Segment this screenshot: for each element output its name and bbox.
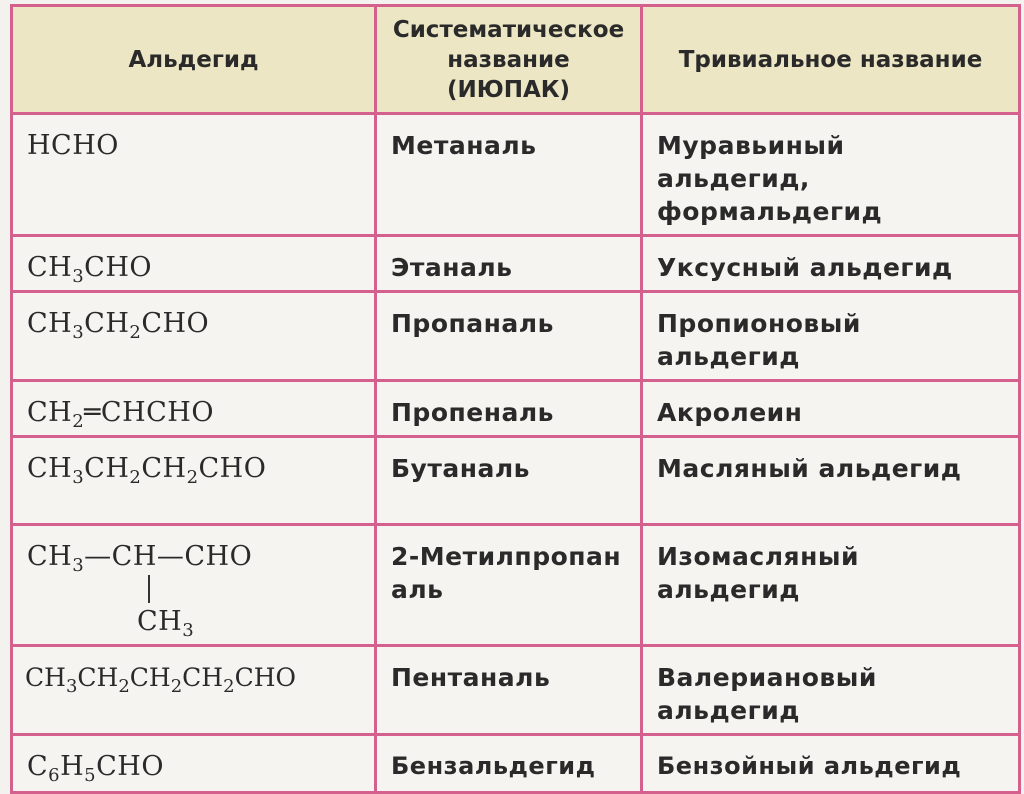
formula-hcho: HCHO — [27, 130, 119, 161]
formula-cell — [12, 236, 376, 292]
trivial-cell — [642, 646, 1020, 735]
trivial-name: Изомасляный альдегид — [657, 542, 860, 604]
formula-cell — [12, 381, 376, 437]
header-systematic-name — [376, 6, 642, 114]
aldehyde-names-table — [10, 4, 1021, 794]
systematic-cell — [376, 437, 642, 525]
systematic-name: Бутаналь — [391, 454, 530, 483]
systematic-cell — [376, 735, 642, 793]
trivial-name: Пропионовый альдегид — [657, 309, 861, 371]
table-row — [12, 114, 1020, 236]
formula-cell — [12, 525, 376, 646]
formula-cell — [12, 646, 376, 735]
trivial-cell — [642, 236, 1020, 292]
systematic-name: Этаналь — [391, 253, 513, 282]
table-row — [12, 525, 1020, 646]
formula-pentanal: $CH_3CH_2CH_2CH_2CHO$ — [25, 663, 296, 697]
trivial-cell — [642, 735, 1020, 793]
formula-main-chain: $CH_3—CH—CHO$ — [27, 541, 253, 576]
systematic-cell — [376, 292, 642, 381]
header-aldehyde-label: Альдегид — [128, 46, 259, 73]
table-header-row — [12, 6, 1020, 114]
trivial-cell — [642, 525, 1020, 646]
systematic-cell — [376, 646, 642, 735]
systematic-name: Пропеналь — [391, 398, 554, 427]
table-row — [12, 236, 1020, 292]
header-systematic-label: Систематическое название (ИЮПАК) — [392, 16, 625, 103]
table-row — [12, 735, 1020, 793]
table-row — [12, 381, 1020, 437]
formula-ch2-chcho: $CH_2═CHCHO$ — [27, 397, 214, 432]
trivial-cell — [642, 292, 1020, 381]
trivial-name: Бензойный альдегид — [657, 752, 962, 780]
header-trivial-name — [642, 6, 1020, 114]
systematic-name: Пентаналь — [391, 663, 551, 692]
trivial-name: Акролеин — [657, 398, 803, 427]
table-row — [12, 437, 1020, 525]
formula-benzaldehyde: $C_6H_5CHO$ — [27, 751, 164, 786]
formula-ch3cho: $CH_3CHO$ — [27, 252, 153, 287]
systematic-name: Пропаналь — [391, 309, 554, 338]
trivial-cell — [642, 114, 1020, 236]
trivial-name: Масляный альдегид — [657, 454, 962, 483]
trivial-name: Муравьиный альдегид, формальдегид — [657, 131, 883, 226]
formula-cell — [12, 735, 376, 793]
formula-cell — [12, 437, 376, 525]
table-row — [12, 292, 1020, 381]
systematic-cell — [376, 114, 642, 236]
table-row — [12, 646, 1020, 735]
systematic-cell — [376, 381, 642, 437]
header-aldehyde — [12, 6, 376, 114]
formula-ch3ch2ch2cho: $CH_3CH_2CH_2CHO$ — [27, 453, 267, 488]
formula-isobutanal — [13, 526, 374, 644]
systematic-cell — [376, 236, 642, 292]
formula-ch3ch2cho: $CH_3CH_2CHO$ — [27, 308, 210, 343]
formula-branch-ch3: $CH_3$ — [137, 606, 195, 641]
formula-cell — [12, 114, 376, 236]
systematic-name: Метаналь — [391, 131, 537, 160]
branch-bond — [148, 575, 150, 603]
systematic-cell — [376, 525, 642, 646]
trivial-name: Уксусный альдегид — [657, 253, 953, 282]
trivial-name: Валериановый альдегид — [657, 663, 877, 725]
systematic-name: Бензальдегид — [391, 752, 596, 780]
header-trivial-label: Тривиальное название — [678, 46, 983, 73]
trivial-cell — [642, 381, 1020, 437]
formula-cell — [12, 292, 376, 381]
systematic-name: 2-Метилпропаналь — [391, 542, 622, 604]
trivial-cell — [642, 437, 1020, 525]
